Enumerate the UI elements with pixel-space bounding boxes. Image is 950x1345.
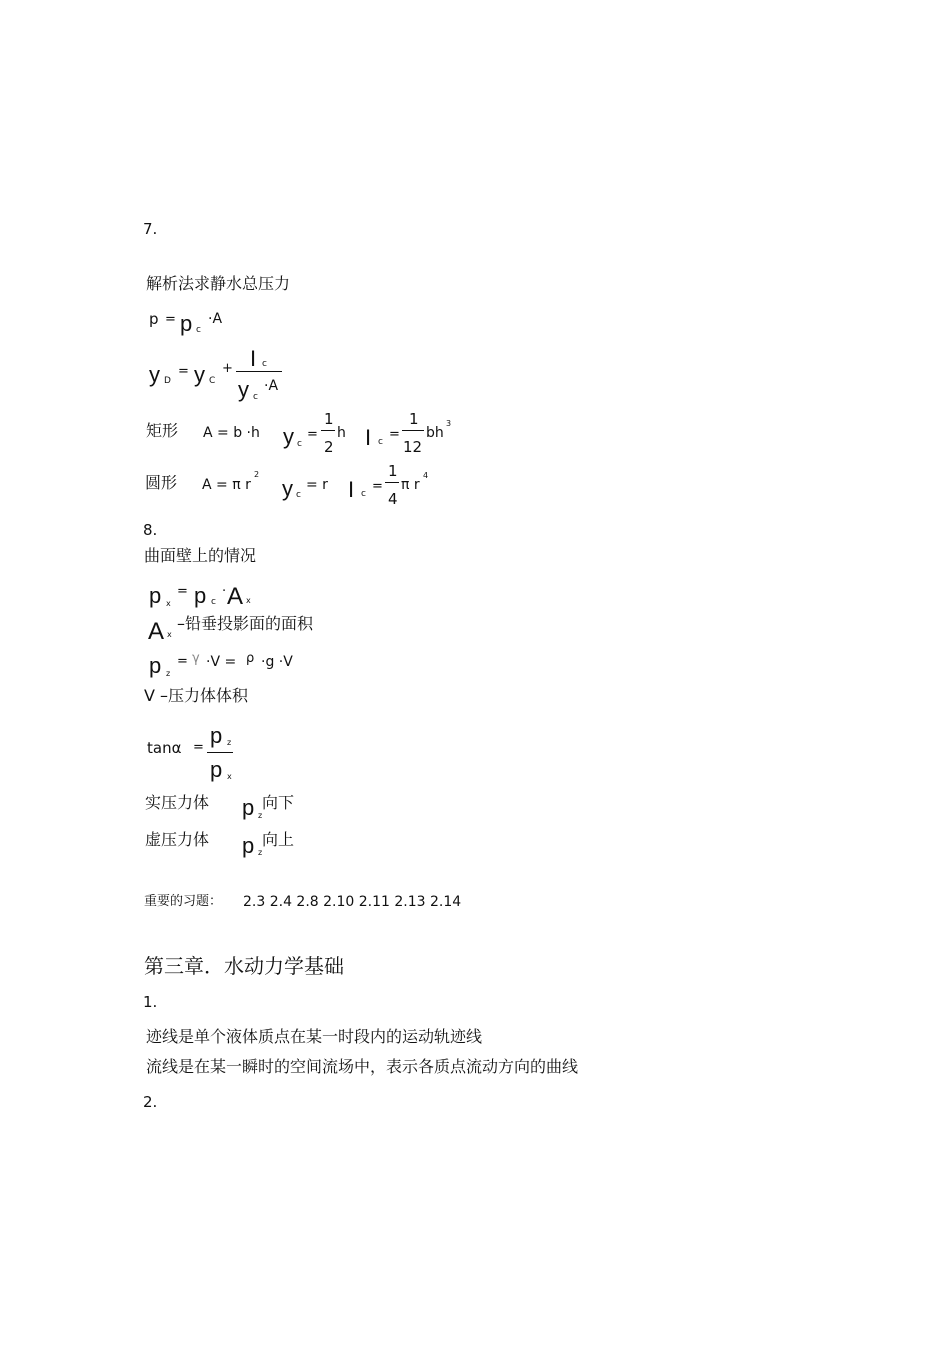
pathline-definition: 迹线是单个液体质点在某一时段内的运动轨迹线 — [146, 1027, 483, 1046]
section-number-1: 1. — [143, 993, 158, 1011]
section-title-7: 解析法求静水总压力 — [146, 274, 291, 293]
fraction-bar — [321, 430, 335, 431]
pressure-body-volume: V –压力体体积 — [144, 686, 249, 705]
streamline-definition: 流线是在某一瞬时的空间流场中，表示各质点流动方向的曲线 — [146, 1057, 579, 1076]
section-number-7: 7. — [143, 220, 158, 238]
fraction-bar — [236, 371, 282, 372]
fraction-bar — [207, 752, 233, 753]
section-number-2: 2. — [143, 1093, 158, 1111]
section-title-8: 曲面壁上的情况 — [144, 546, 257, 565]
fraction-bar — [385, 482, 399, 483]
section-number-8: 8. — [143, 521, 158, 539]
fraction-bar — [402, 430, 424, 431]
chapter-title: 第三章．水动力学基础 — [144, 954, 344, 978]
